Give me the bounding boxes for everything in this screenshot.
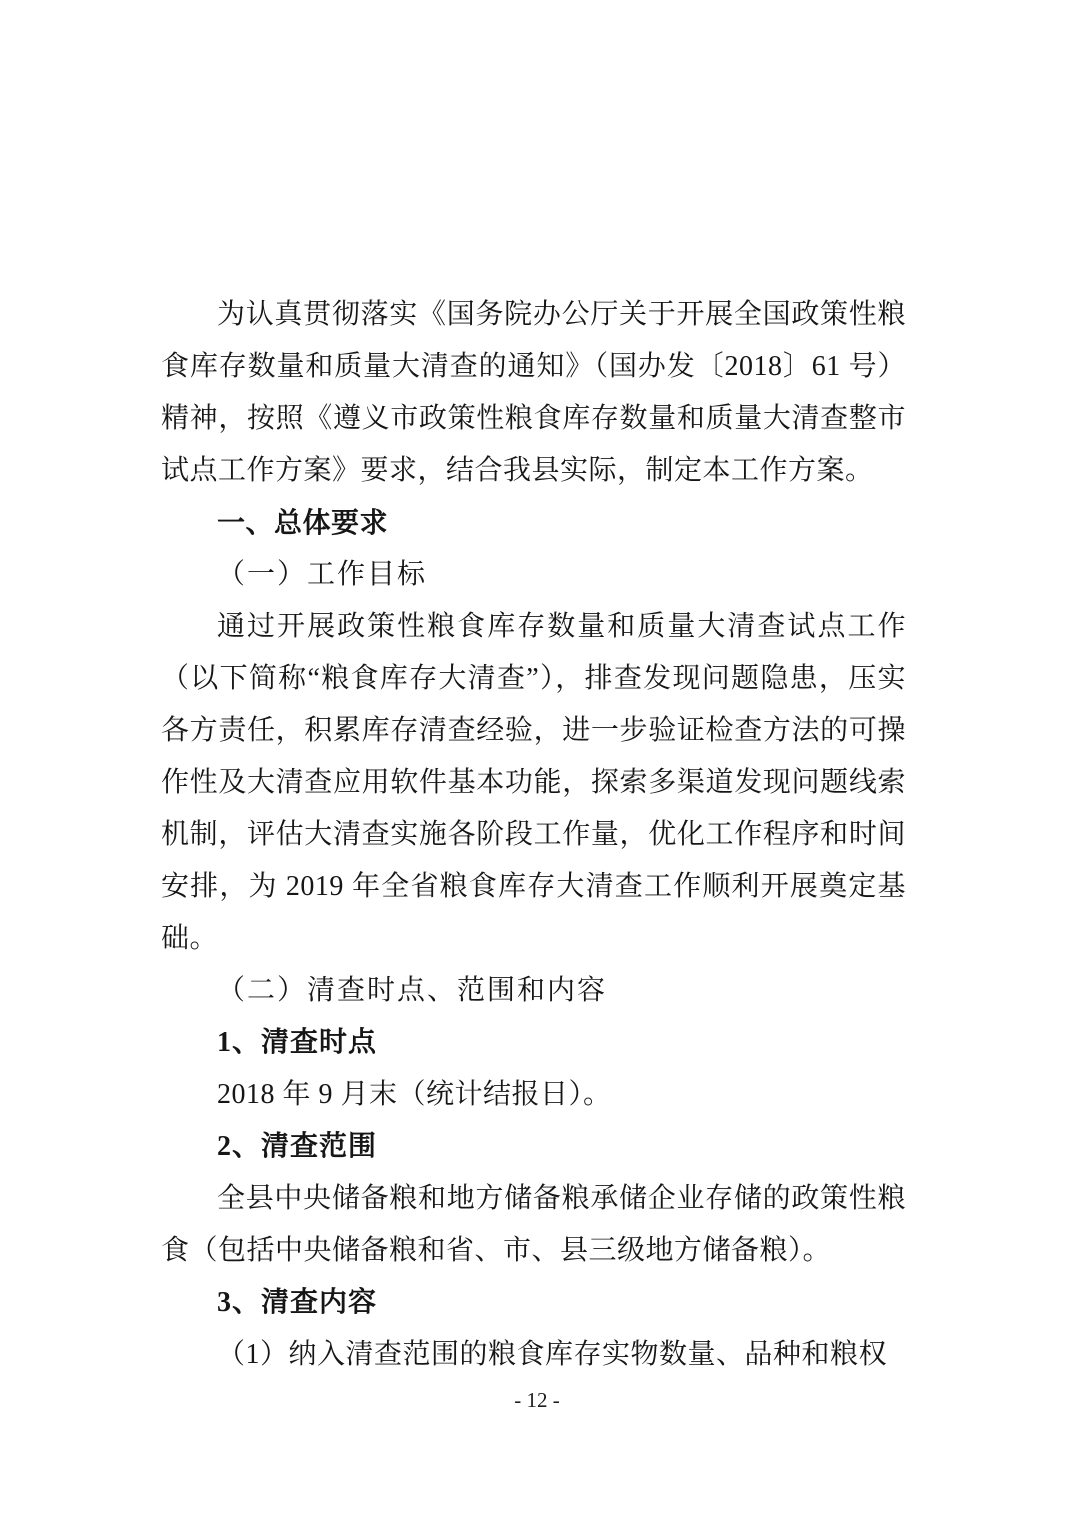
heading-kai: （一）工作目标 (217, 559, 428, 590)
heading-num: 1、清查时点 (217, 1027, 378, 1058)
heading-num: 3、清查内容 (217, 1287, 378, 1318)
heading-hei: 一、总体要求 (217, 507, 389, 538)
page-number: - 12 - (514, 1388, 560, 1412)
paragraph: 通过开展政策性粮食库存数量和质量大清查试点工作（以下简称“粮食库存大清查”），排查发现问题隐患，压实各方责任，积累库存清查经验，进一步验证检查方法的可操作性及大清查应用软件基本功能，探索多渠道发现问题线索机制，评估大清查实施各阶段工作量，优化工作程序和时间安排，为 2019 年全省粮食库存大清查工作顺利开展奠定基础。 (161, 611, 906, 954)
heading-kai: （二）清查时点、范围和内容 (217, 975, 608, 1006)
paragraph: （1）纳入清查范围的粮食库存实物数量、品种和粮权 (217, 1339, 888, 1370)
page-footer (0, 1387, 1074, 1413)
paragraph: 2018 年 9 月末（统计结报日）。 (217, 1079, 612, 1110)
paragraph: 为认真贯彻落实《国务院办公厅关于开展全国政策性粮食库存数量和质量大清查的通知》（国办发〔2018〕61 号）精神，按照《遵义市政策性粮食库存数量和质量大清查整市试点工作方案》要求，结合我县实际，制定本工作方案。 (161, 299, 906, 486)
document-body (161, 289, 906, 1381)
heading-num: 2、清查范围 (217, 1131, 378, 1162)
paragraph: 全县中央储备粮和地方储备粮承储企业存储的政策性粮食（包括中央储备粮和省、市、县三级地方储备粮）。 (161, 1183, 906, 1266)
